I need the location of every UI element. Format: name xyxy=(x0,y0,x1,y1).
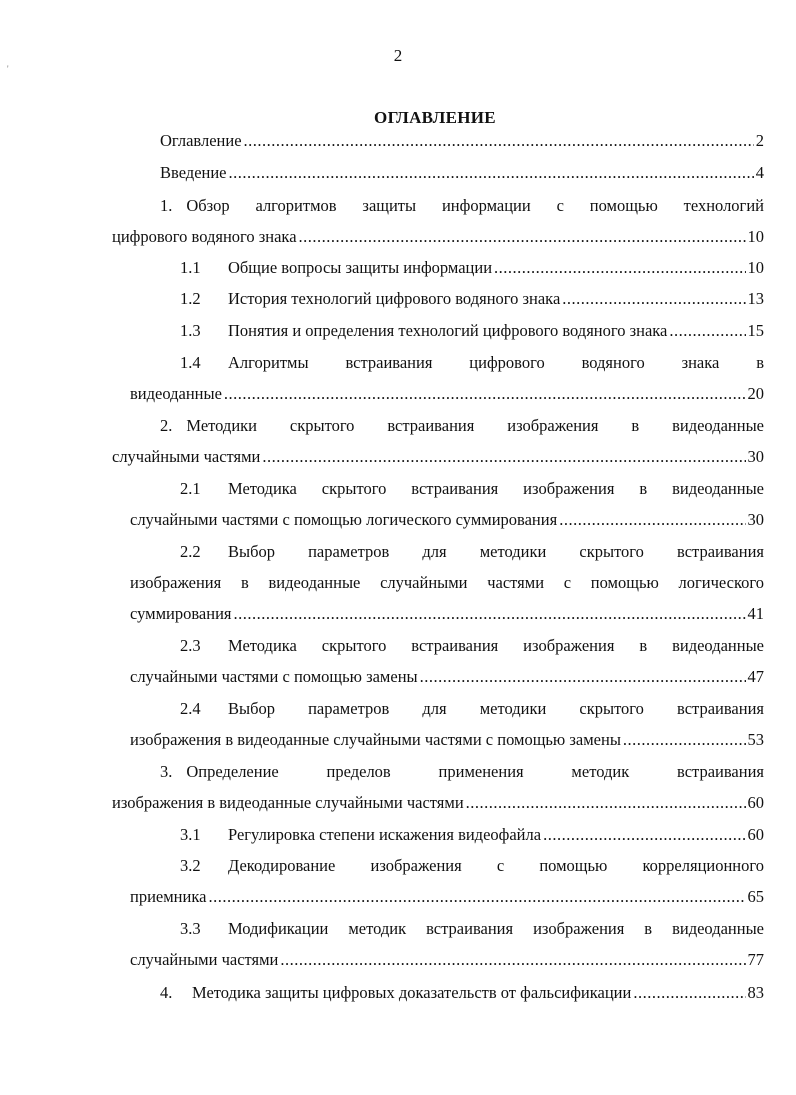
toc-entry-title: видеоданные xyxy=(130,384,222,403)
toc-entry-number: 2.2 xyxy=(180,542,201,561)
toc-entry[interactable] xyxy=(160,761,764,783)
dot-leader xyxy=(208,886,745,908)
toc-entry[interactable] xyxy=(180,855,764,877)
toc-entry-cont[interactable] xyxy=(130,886,764,908)
toc-entry-cont[interactable] xyxy=(112,446,764,468)
toc-entry-title: изображения в видеоданные случайными частями xyxy=(112,793,464,812)
toc-entry-title: изображения в видеоданные случайными частями с помощью замены xyxy=(130,730,621,749)
toc-entry-number: 1.4 xyxy=(180,353,201,372)
toc-entry[interactable] xyxy=(180,288,764,310)
toc-entry[interactable] xyxy=(180,698,764,720)
toc-entry-cont[interactable] xyxy=(130,572,764,594)
toc-heading: ОГЛАВЛЕНИЕ xyxy=(374,108,496,127)
toc-entry-number: 4. xyxy=(160,983,173,1002)
dot-leader xyxy=(559,509,745,531)
toc-entry-cont[interactable] xyxy=(112,226,764,248)
toc-entry-title: случайными частями xyxy=(112,447,261,466)
toc-entry[interactable] xyxy=(180,918,764,940)
toc-entry-title: Выбор параметров для методики скрытого встраивания xyxy=(228,699,764,718)
toc-entry-page: 41 xyxy=(747,604,764,623)
dot-leader xyxy=(623,729,746,751)
toc-entry-number: 2.3 xyxy=(180,636,201,655)
toc-entry-page: 60 xyxy=(747,825,764,844)
dot-leader xyxy=(280,949,745,971)
toc-entry-page: 77 xyxy=(747,950,764,969)
toc-entry[interactable] xyxy=(180,541,764,563)
toc-entry-page: 2 xyxy=(755,131,764,150)
toc-entry-cont[interactable] xyxy=(130,729,764,751)
toc-entry-title: Декодирование изображения с помощью корреляционного xyxy=(228,856,764,875)
toc-entry-cont[interactable] xyxy=(130,949,764,971)
toc-entry-title: Понятия и определения технологий цифрового водяного знака xyxy=(228,321,668,340)
toc-entry-page: 10 xyxy=(747,258,764,277)
toc-entry[interactable] xyxy=(180,824,764,846)
toc-entry[interactable] xyxy=(180,478,764,500)
toc-entry-number: 1. xyxy=(160,196,173,215)
toc-entry-title: История технологий цифрового водяного знака xyxy=(228,289,561,308)
toc-entry-title: Введение xyxy=(160,163,227,182)
dot-leader xyxy=(562,288,745,310)
toc-entry-title: цифрового водяного знака xyxy=(112,227,297,246)
toc-entry-page: 30 xyxy=(747,510,764,529)
dot-leader xyxy=(229,162,754,184)
toc-entry-page: 15 xyxy=(747,321,764,340)
toc-entry-cont[interactable] xyxy=(112,792,764,814)
toc-entry[interactable] xyxy=(180,635,764,657)
toc-entry-title: Общие вопросы защиты информации xyxy=(228,258,493,277)
toc-entry-title: Алгоритмы встраивания цифрового водяного знака в xyxy=(228,353,764,372)
toc-entry-number: 3.2 xyxy=(180,856,201,875)
toc-entry[interactable] xyxy=(160,162,764,184)
toc-entry-page: 13 xyxy=(747,289,764,308)
toc-entry[interactable] xyxy=(160,415,764,437)
toc-entry-page: 47 xyxy=(747,667,764,686)
dot-leader xyxy=(299,226,746,248)
toc-entry-title: случайными частями xyxy=(130,950,279,969)
toc-entry-number: 2.4 xyxy=(180,699,201,718)
toc-entry-cont[interactable] xyxy=(130,509,764,531)
dot-leader xyxy=(244,130,754,152)
toc-entry-title: Методики скрытого встраивания изображения в видеоданные xyxy=(186,416,764,435)
toc-entry-number: 1.1 xyxy=(180,258,201,277)
dot-leader xyxy=(543,824,745,846)
toc-entry-title: Методика защиты цифровых доказательств от фальсификации xyxy=(192,983,632,1002)
toc-entry-number: 3. xyxy=(160,762,173,781)
toc-entry-number: 1.2 xyxy=(180,289,201,308)
page-number: 2 xyxy=(393,46,403,65)
toc-entry-number: 3.1 xyxy=(180,825,201,844)
scan-mark: ' xyxy=(7,64,9,74)
dot-leader xyxy=(633,982,745,1004)
dot-leader xyxy=(420,666,746,688)
toc-entry-number: 2. xyxy=(160,416,173,435)
toc-entry-title: Определение пределов применения методик встраивания xyxy=(186,762,764,781)
toc-entry-number: 1.3 xyxy=(180,321,201,340)
toc-entry-cont[interactable] xyxy=(130,666,764,688)
toc-entry-title: случайными частями с помощью логического суммирования xyxy=(130,510,558,529)
toc-entry-title: изображения в видеоданные случайными частями с помощью логического xyxy=(130,573,764,592)
toc-entry-title: случайными частями с помощью замены xyxy=(130,667,418,686)
toc-entry-title: Выбор параметров для методики скрытого встраивания xyxy=(228,542,764,561)
toc-entry[interactable] xyxy=(160,130,764,152)
dot-leader xyxy=(224,383,746,405)
toc-entry-title: Методика скрытого встраивания изображения в видеоданные xyxy=(228,636,764,655)
dot-leader xyxy=(466,792,746,814)
toc-entry-title: Обзор алгоритмов защиты информации с помощью технологий xyxy=(186,196,764,215)
toc-entry-page: 10 xyxy=(747,227,764,246)
toc-entry[interactable] xyxy=(180,352,764,374)
toc-entry-title: Регулировка степени искажения видеофайла xyxy=(228,825,542,844)
toc-entry[interactable] xyxy=(160,195,764,217)
toc-entry-page: 60 xyxy=(747,793,764,812)
toc-entry-page: 53 xyxy=(747,730,764,749)
toc-entry[interactable] xyxy=(160,982,764,1004)
toc-entry-title: Методика скрытого встраивания изображения в видеоданные xyxy=(228,479,764,498)
toc-entry-number: 3.3 xyxy=(180,919,201,938)
toc-entry-page: 4 xyxy=(755,163,764,182)
toc-entry[interactable] xyxy=(180,257,764,279)
toc-entry-number: 2.1 xyxy=(180,479,201,498)
toc-entry-title: Оглавление xyxy=(160,131,242,150)
toc-entry-cont[interactable] xyxy=(130,383,764,405)
dot-leader xyxy=(669,320,745,342)
toc-entry-page: 30 xyxy=(747,447,764,466)
toc-entry-title: суммирования xyxy=(130,604,232,623)
dot-leader xyxy=(494,257,745,279)
toc-entry-page: 83 xyxy=(747,983,764,1002)
toc-entry-title: приемника xyxy=(130,887,207,906)
toc-entry-page: 65 xyxy=(747,887,764,906)
dot-leader xyxy=(262,446,745,468)
toc-entry[interactable] xyxy=(180,320,764,342)
toc-entry-title: Модификации методик встраивания изображения в видеоданные xyxy=(228,919,764,938)
toc-entry-page: 20 xyxy=(747,384,764,403)
dot-leader xyxy=(234,603,746,625)
toc-entry-cont[interactable] xyxy=(130,603,764,625)
